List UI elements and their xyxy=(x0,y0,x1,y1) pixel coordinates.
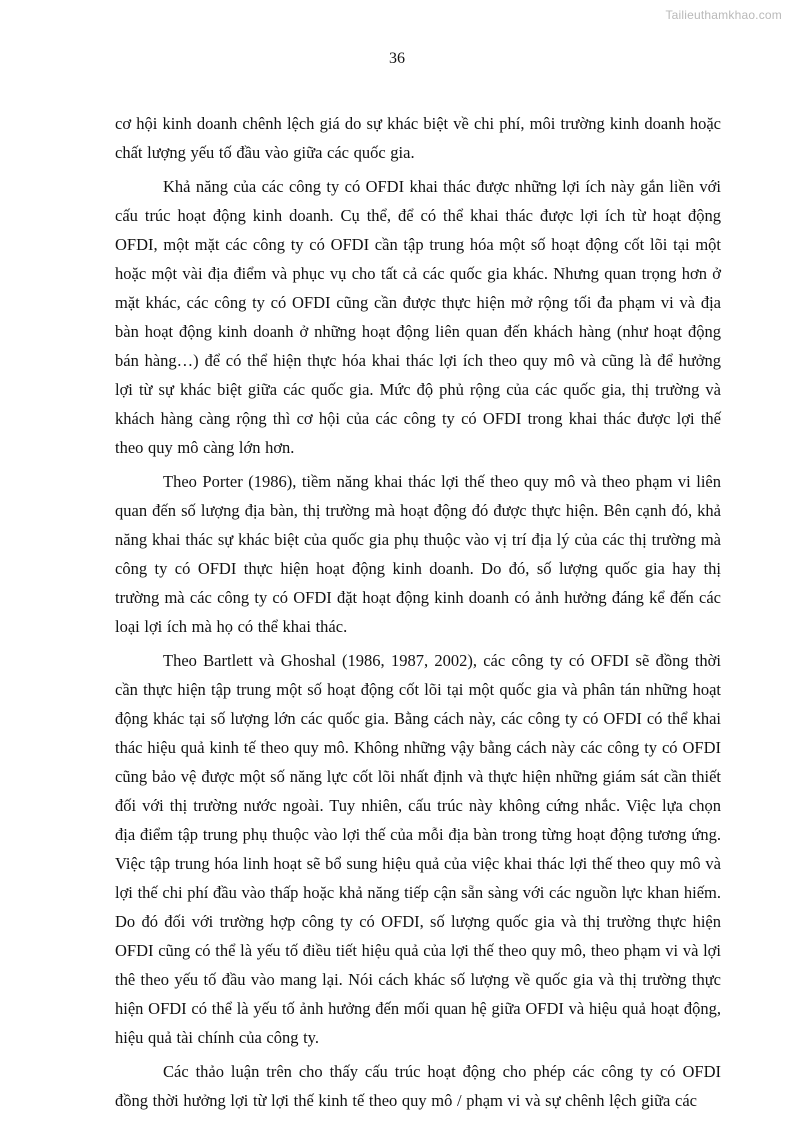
paragraph: Khả năng của các công ty có OFDI khai thác được những lợi ích này gắn liền với cấu trúc hoạt động kinh doanh. Cụ thể, để có thể khai thác được lợi ích từ hoạt động OFDI, một mặt các công ty có OFDI cần tập trung hóa một số hoạt động cốt lõi tại một hoặc một vài địa điểm và phục vụ cho tất cả các quốc gia khác. Nhưng quan trọng hơn ở mặt khác, các công ty có OFDI cũng cần được thực hiện mở rộng tối đa phạm vi và địa bàn hoạt động kinh doanh ở những hoạt động liên quan đến khách hàng (như hoạt động bán hàng…) để có thể hiện thực hóa khai thác lợi ích theo quy mô và cũng là để hưởng lợi từ sự khác biệt giữa các quốc gia. Mức độ phủ rộng của các quốc gia, thị trường và khách hàng càng rộng thì cơ hội của các công ty có OFDI trong khai thác được lợi thế theo quy mô càng lớn hơn. xyxy=(115,177,721,457)
page-content xyxy=(115,109,721,1120)
paragraph-continuation: cơ hội kinh doanh chênh lệch giá do sự khác biệt về chi phí, môi trường kinh doanh hoặc chất lượng yếu tố đầu vào giữa các quốc gia. xyxy=(115,114,721,162)
paragraph: Các thảo luận trên cho thấy cấu trúc hoạt động cho phép các công ty có OFDI đồng thời hưởng lợi từ lợi thế kinh tế theo quy mô / phạm vi và sự chênh lệch giữa các xyxy=(115,1062,721,1110)
paragraph: Theo Porter (1986), tiềm năng khai thác lợi thế theo quy mô và theo phạm vi liên quan đến số lượng địa bàn, thị trường mà hoạt động đó được thực hiện. Bên cạnh đó, khả năng khai thác sự khác biệt của quốc gia phụ thuộc vào vị trí địa lý của các thị trường mà công ty có OFDI thực hiện hoạt động kinh doanh. Do đó, số lượng quốc gia hay thị trường mà các công ty có OFDI đặt hoạt động kinh doanh có ảnh hưởng đáng kể đến các loại lợi ích mà họ có thể khai thác. xyxy=(115,472,721,636)
paragraph: Theo Bartlett và Ghoshal (1986, 1987, 2002), các công ty có OFDI sẽ đồng thời cần thực hiện tập trung một số hoạt động cốt lõi tại một quốc gia và phân tán những hoạt động khác tại số lượng lớn các quốc gia. Bằng cách này, các công ty có OFDI có thể khai thác hiệu quả kinh tế theo quy mô. Không những vậy bằng cách này các công ty có OFDI cũng bảo vệ được một số năng lực cốt lõi nhất định và thực hiện những giám sát cần thiết đối với thị trường nước ngoài. Tuy nhiên, cấu trúc này không cứng nhắc. Việc lựa chọn địa điểm tập trung phụ thuộc vào lợi thế của mỗi địa bàn trong từng hoạt động tương ứng. Việc tập trung hóa linh hoạt sẽ bổ sung hiệu quả của việc khai thác lợi thế theo quy mô và lợi thế chi phí đầu vào thấp hoặc khả năng tiếp cận sẵn sàng với các nguồn lực khan hiếm. Do đó đối với trường hợp công ty có OFDI, số lượng quốc gia và thị trường thực hiện OFDI cũng có thể là yếu tố điều tiết hiệu quả của lợi thế theo quy mô, theo phạm vi và lợi thê theo yếu tố đầu vào mang lại. Nói cách khác số lượng về quốc gia và thị trường thực hiện OFDI có thể là yếu tố ảnh hưởng đến mối quan hệ giữa OFDI và hiệu quả hoạt động, hiệu quả tài chính của công ty. xyxy=(115,651,721,1047)
watermark: Tailieuthamkhao.com xyxy=(665,8,782,22)
page-number: 36 xyxy=(389,50,405,67)
